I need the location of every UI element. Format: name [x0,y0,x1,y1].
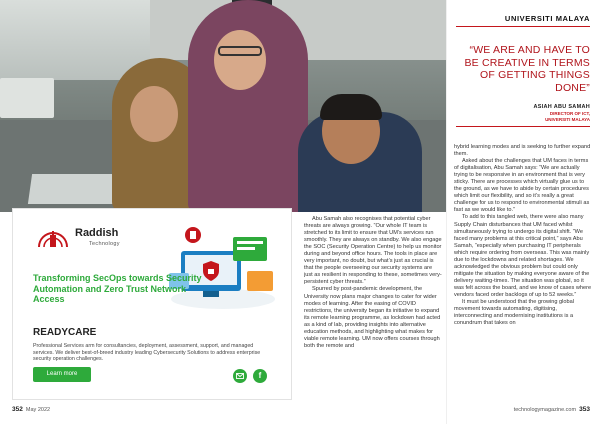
pull-quote: “WE ARE AND HAVE TO BE CREATIVE IN TERMS OF GETTING THINGS DONE” [464,44,590,94]
byline-role-line1: DIRECTOR OF ICT, [549,111,590,116]
header-rule [456,26,590,27]
byline-name: ASIAH ABU SAMAH [533,104,590,110]
raddish-advert[interactable] [12,208,292,400]
paragraph: Abu Samah also recognises that potential cyber threats are always growing. “Our whole IT team is stretched to its limit to ensure that UM’s services run smoothly. They are always on standby. We also engage the SOC (Security Operation Centre) to help us monitor during and beyond office hours. The tools in place are very important, no doubt, but what’s just as crucial is that the people overseeing our security systems are just as resilient in responding to these, sometimes very-persistent cyber threats.” [304,216,442,286]
body-column-right [454,144,592,408]
byline-role-line2: UNIVERSITI MALAYA [545,117,590,122]
footer-left [12,406,50,413]
page-number-left: 352 [12,406,23,413]
byline-role [456,111,590,123]
byline [456,104,590,123]
facebook-icon[interactable]: f [253,369,267,383]
ad-product-name: READYCARE [33,327,97,338]
ad-brand: Raddish [75,227,119,239]
body-column-middle [304,216,442,406]
ad-headline: Transforming SecOps towards Security Automation and Zero Trust Network Access [33,273,202,304]
hero-photo [0,0,446,212]
paragraph: To add to this tangled web, there were also many Supply Chain disturbances that UM faced whilst simultaneously trying to undergo its digital shift. “We faced many problems at this critical point,” says Abu Samah, “especially when purchasing IT peripherals which require ordering from overseas. This was mainly due to the lockdowns and related shortages. We acknowledged the obvious problem but could only mitigate the situation by making everyone aware of the delivery waiting-times. The situation was global, so it was felt across the board, and we know of cases where vendors faced order backlogs of up to 52 weeks.” [454,214,592,298]
byline-rule [456,126,590,127]
email-icon[interactable] [233,369,247,383]
ad-body: Professional Services arm for consultancies, deployment, assessment, support, and managed services. We deliver best-of-breed industry leading Cybersecurity Solutions to address enterprise security operation challenges. [33,343,261,362]
section-header: UNIVERSITI MALAYA [504,14,590,23]
ad-brand-sub: Technology [89,241,120,247]
page-number-right: 353 [579,406,590,413]
issue-date: May 2022 [25,407,51,413]
site-url: technologymagazine.com [513,407,577,413]
raddish-logo-icon [33,223,73,253]
footer-right [514,406,590,413]
paragraph: It must be understood that the growing global movement towards automating, digitising, interconnecting and modernising institutions is a conundrum that takes on [454,299,574,327]
paragraph: hybrid learning modes and is seeking to further expand them. [454,144,591,158]
learn-more-button[interactable]: Learn more [33,367,91,382]
page-gutter [446,0,447,424]
paragraph: Asked about the challenges that UM faces in terms of digitalisation, Abu Samah says: “We are actually trying to be responsive in an environment that is very sticky. There are processes which virtually glue us to the ground, as we have to abide by certain procedures which limit our flexibility, and so it’s really a great challenge for us to respond to environmental stimuli as fast as we would like to.” [454,158,590,214]
paragraph: Spurred by post-pandemic development, the University now plans major changes to cater for wider modes of learning. After the easing of COVID restrictions, the university began its initiative to expand its remote learning programme, as lockdown had acted as a kind of lab, providing insights into alternative education methods, and highlighting what makes for viable remote learning. UM now offers courses through both the remote and [304,286,441,349]
